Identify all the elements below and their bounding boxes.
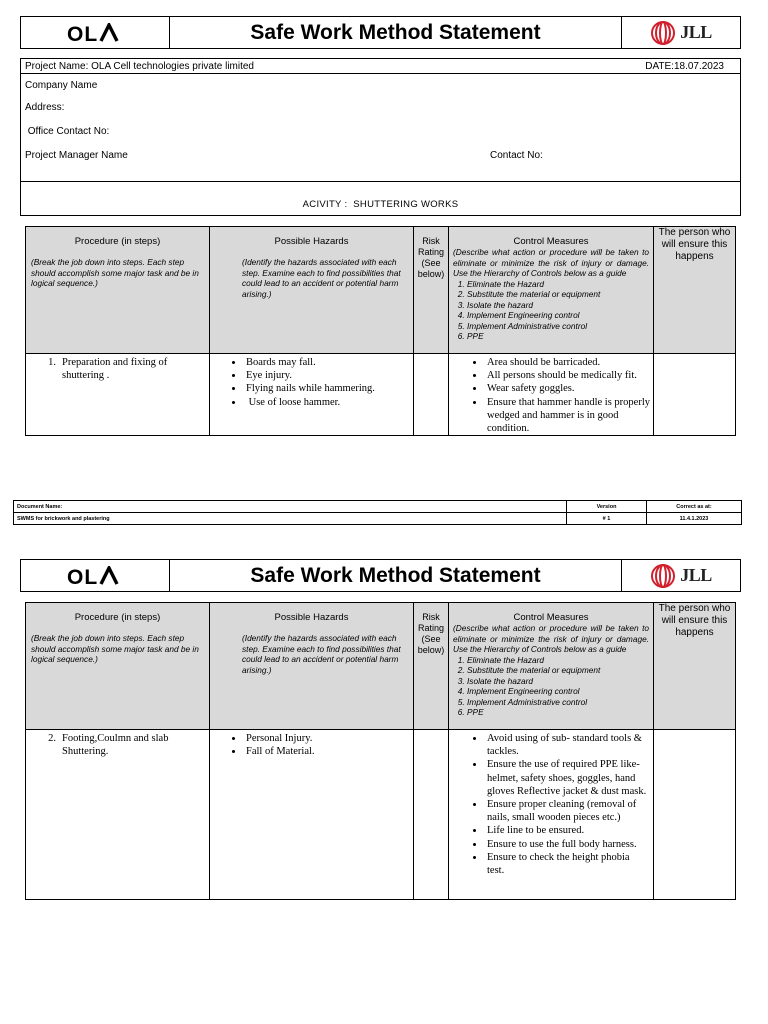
page-header <box>20 559 741 592</box>
jll-wordmark: JLL <box>680 565 712 585</box>
hazards-list <box>210 356 413 409</box>
project-info-box <box>20 58 741 216</box>
version-value: # 1 <box>567 513 647 525</box>
list-item: 1. Eliminate the Hazard <box>467 655 653 666</box>
list-item: • Ensure the use of required PPE like- helmet, safety shoes, goggles, hand gloves Reflective jacket & dust mask. <box>485 758 647 798</box>
hierarchy-of-controls <box>449 279 653 342</box>
list-item: 4. Implement Engineering control <box>467 310 653 321</box>
list-item: 4. Implement Engineering control <box>467 686 653 697</box>
risk-cell <box>414 354 449 436</box>
controls-cell <box>449 730 654 900</box>
risk-header <box>414 603 449 730</box>
address-label: Address: <box>25 102 65 113</box>
control-instructions: (Describe what action or procedure will be taken to eliminate or minimize the risk of injury or damage. Use the Hierarchy of Controls below as a guide <box>453 247 649 278</box>
doc-name-label: Document Name: <box>14 501 567 513</box>
jll-flame-icon <box>650 21 676 45</box>
procedure-cell <box>26 730 210 900</box>
responsible-person-cell <box>654 354 736 436</box>
table-header-row <box>26 603 736 730</box>
activity-label: ACIVITY : SHUTTERING WORKS <box>302 199 459 210</box>
office-contact-label: Office Contact No: <box>25 126 110 137</box>
procedure-cell <box>26 354 210 436</box>
list-item: • All persons should be medically fit. <box>485 369 653 382</box>
step-number: 2. <box>48 733 56 744</box>
procedure-instructions: (Break the job down into steps. Each step should accomplish some major task and be in logical sequence.) <box>31 257 199 288</box>
swms-table-2 <box>25 602 736 900</box>
table-row <box>26 730 736 900</box>
svg-text:OL: OL <box>67 565 99 586</box>
list-item: • Ensure that hammer handle is properly wedged and hammer is in good condition. <box>485 396 653 436</box>
list-item: 2. Substitute the material or equipment <box>467 289 653 300</box>
step-number: 1. <box>48 357 56 368</box>
swms-table-1 <box>25 226 736 436</box>
control-title: Control Measures <box>513 612 589 623</box>
hazards-instructions: (Identify the hazards associated with each step. Examine each to find possibilities that could lead to an accident or potential harm arising.) <box>242 257 401 299</box>
step-text: Footing,Coulmn and slab Shuttering. <box>62 733 169 758</box>
procedure-header <box>26 227 210 354</box>
list-item: • Ensure to check the height phobia test. <box>485 851 647 877</box>
document-title: Safe Work Method Statement <box>250 20 541 44</box>
responsible-person-header <box>654 227 736 354</box>
list-item: • Life line to be ensured. <box>485 824 647 837</box>
controls-cell <box>449 354 654 436</box>
responsible-person-label: The person who will ensure this happens <box>658 603 731 638</box>
procedure-header <box>26 603 210 730</box>
procedure-title: Procedure (in steps) <box>74 236 161 247</box>
jll-logo <box>621 560 740 591</box>
divider <box>21 73 740 74</box>
list-item: 1. Eliminate the Hazard <box>467 279 653 290</box>
project-name: Project Name: OLA Cell technologies private limited <box>25 61 254 72</box>
divider <box>21 181 740 182</box>
jll-logo <box>621 17 740 48</box>
risk-rating-label: Risk Rating (See below) <box>417 612 445 655</box>
risk-cell <box>414 730 449 900</box>
procedure-title: Procedure (in steps) <box>74 612 161 623</box>
hierarchy-of-controls <box>449 655 653 718</box>
hazards-header <box>210 603 414 730</box>
project-date: DATE:18.07.2023 <box>645 61 724 72</box>
list-item: 3. Isolate the hazard <box>467 300 653 311</box>
list-item: • Fall of Material. <box>244 745 413 758</box>
svg-text:OL: OL <box>67 22 99 43</box>
list-item: 2. Substitute the material or equipment <box>467 665 653 676</box>
list-item: • Area should be barricaded. <box>485 356 653 369</box>
doc-name-value: SWMS for brickwork and plastering <box>14 513 567 525</box>
ola-logo-icon <box>67 566 123 586</box>
hazards-list <box>210 732 413 758</box>
hazards-instructions: (Identify the hazards associated with each step. Examine each to find possibilities that could lead to an accident or potential harm arising.) <box>242 633 401 675</box>
hazards-title: Possible Hazards <box>274 612 349 623</box>
control-header <box>449 227 654 354</box>
project-manager-label: Project Manager Name <box>25 150 128 161</box>
list-item: • Ensure proper cleaning (removal of nails, small wooden pieces etc.) <box>485 798 647 824</box>
hazards-cell <box>210 730 414 900</box>
hazards-header <box>210 227 414 354</box>
contact-no-label: Contact No: <box>490 150 543 161</box>
list-item: 5. Implement Administrative control <box>467 697 653 708</box>
list-item: 3. Isolate the hazard <box>467 676 653 687</box>
jll-wordmark: JLL <box>680 22 712 42</box>
list-item: 6. PPE <box>467 707 653 718</box>
control-instructions: (Describe what action or procedure will be taken to eliminate or minimize the risk of injury or damage. Use the Hierarchy of Controls below as a guide <box>453 623 649 654</box>
company-name-label: Company Name <box>25 80 98 91</box>
list-item: • Flying nails while hammering. <box>244 382 413 395</box>
version-label: Version <box>567 501 647 513</box>
list-item: 5. Implement Administrative control <box>467 321 653 332</box>
list-item: 6. PPE <box>467 331 653 342</box>
hazards-cell <box>210 354 414 436</box>
ola-logo-icon <box>67 23 123 43</box>
list-item: • Personal Injury. <box>244 732 413 745</box>
list-item: • Use of loose hammer. <box>244 396 413 409</box>
document-footer <box>13 500 742 525</box>
responsible-person-label: The person who will ensure this happens <box>658 227 731 262</box>
correct-as-at-label: Correct as at: <box>647 501 742 513</box>
responsible-person-cell <box>654 730 736 900</box>
hazards-title: Possible Hazards <box>274 236 349 247</box>
controls-list <box>449 732 653 877</box>
control-header <box>449 603 654 730</box>
correct-as-at-value: 11.4.1.2023 <box>647 513 742 525</box>
document-title: Safe Work Method Statement <box>250 563 541 587</box>
ola-logo <box>21 17 170 48</box>
list-item: • Eye injury. <box>244 369 413 382</box>
step-text: Preparation and fixing of shuttering . <box>62 357 168 382</box>
table-row <box>26 354 736 436</box>
ola-logo <box>21 560 170 591</box>
list-item: • Boards may fall. <box>244 356 413 369</box>
table-header-row <box>26 227 736 354</box>
responsible-person-header <box>654 603 736 730</box>
page-header <box>20 16 741 49</box>
control-title: Control Measures <box>513 236 589 247</box>
list-item: • Wear safety goggles. <box>485 382 653 395</box>
list-item: • Avoid using of sub- standard tools & tackles. <box>485 732 647 758</box>
controls-list <box>449 356 653 435</box>
procedure-instructions: (Break the job down into steps. Each step should accomplish some major task and be in logical sequence.) <box>31 633 199 664</box>
risk-rating-label: Risk Rating (See below) <box>417 236 445 279</box>
jll-flame-icon <box>650 564 676 588</box>
risk-header <box>414 227 449 354</box>
list-item: • Ensure to use the full body harness. <box>485 838 647 851</box>
